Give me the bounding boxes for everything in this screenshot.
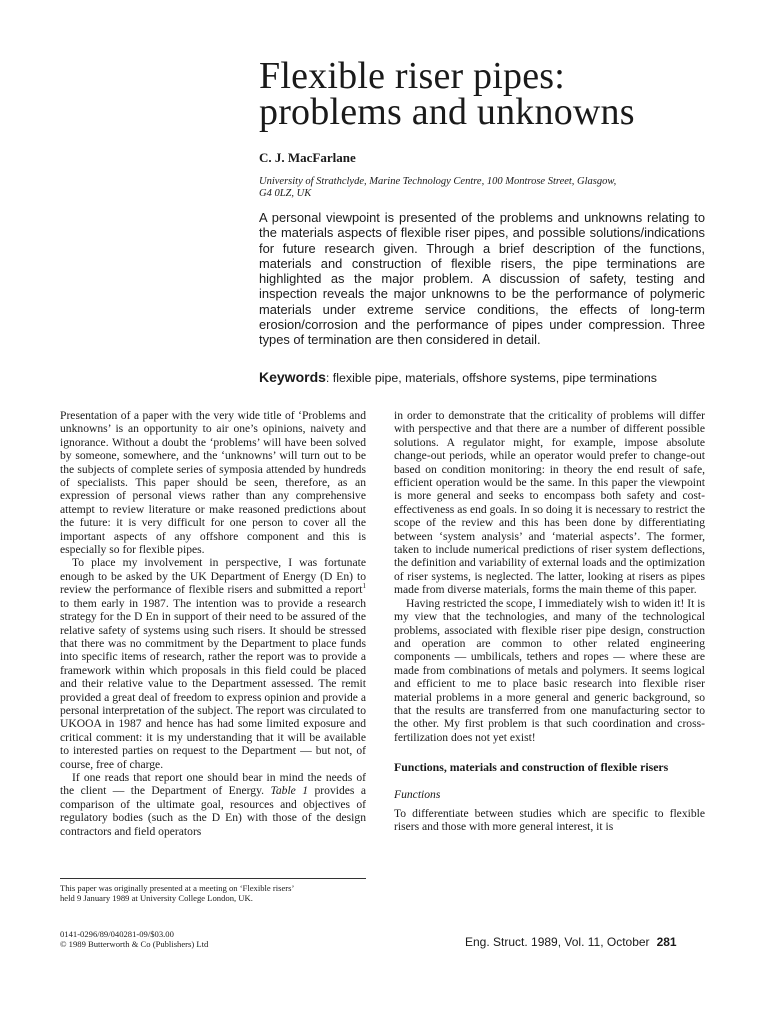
footnote-divider	[60, 878, 366, 879]
title-line-1: Flexible riser pipes:	[259, 55, 566, 97]
body-column-left	[60, 409, 366, 838]
body-paragraph	[60, 771, 366, 838]
publication-info	[60, 929, 208, 949]
paragraph-text: provides a comparison of the ultimate goal, resources and objectives of regulatory bodies (such as the D En) with those of the design contractors and field operators	[60, 784, 366, 838]
footnote-line-2: held 9 January 1989 at University College London, UK.	[60, 893, 253, 903]
author-affiliation	[259, 176, 709, 200]
subsection-heading: Functions	[394, 788, 441, 802]
keywords	[259, 369, 719, 385]
table-reference: Table 1	[270, 784, 309, 798]
paragraph-text: To place my involvement in perspective, I was fortunate enough to be asked by the UK Department of Energy (D En) to review the performance of flexible risers and submitted a report	[60, 556, 366, 597]
copyright-notice: © 1989 Butterworth & Co (Publishers) Ltd	[60, 939, 209, 949]
footnote	[60, 883, 370, 903]
paragraph-text: to them early in 1987. The intention was to provide a research strategy for the D En in support of their need to be assured of the relative safety of systems using such risers. It should be stressed that there was no commitment by the Department to place funds into specific items of research, rather the report was to provide a framework within which proposals in this field could be placed and their relative value to the Department assessed. The remit provided a great deal of freedom to express opinion and provide a personal interpretation of the subject. The report was circulated to UKOOA in 1987 and hence has had some limited exposure and critical comment: it is my understanding that it will be available to interested parties on request to the Department — but not, of course, free of charge.	[60, 596, 366, 771]
body-paragraph: in order to demonstrate that the criticality of problems will differ with perspective and that there are a number of different possible solutions. A regulator might, for example, impose absolute change-out periods, while an operator would prefer to change-out based on condition monitoring: in theory the end result of safe, efficient operation would be the same. In this paper the viewpoint is more general and seeks to encompass both safety and cost-effectiveness as end goals. In so doing it is necessary to restrict the scope of the review and this has been done by differentiating between ‘system analysis’ and ‘material aspects’. The former, taken to include numerical predictions of riser system deflections, the definition and variability of external loads and the optimization of riser systems, is neglected. The latter, looking at risers as pipes made from diverse materials, forms the main theme of this paper.	[394, 409, 705, 597]
paragraph-text: If one reads that report one should bear in mind the needs of the client — the Department of Energy.	[60, 770, 366, 798]
author-name: C. J. MacFarlane	[259, 150, 356, 165]
body-paragraph	[60, 556, 366, 771]
body-paragraph: Having restricted the scope, I immediately wish to widen it! It is my view that the technologies, and many of the technological problems, associated with flexible riser pipe design, construction and operation are common to other related engineering components — umbilicals, tethers and ropes — where these are made from combinations of metals and polymers. It seems logical and efficient to me to place basic research into flexible riser material problems in a more general and generic background, so that the results are transferred from one manufacturing sector to the other. My first problem is that such coordination and cross-fertilization does not yet exist!	[394, 596, 705, 744]
keywords-list: : flexible pipe, materials, offshore systems, pipe terminations	[325, 371, 657, 385]
affiliation-line-2: G4 0LZ, UK	[259, 188, 312, 199]
reference-marker: 1	[362, 582, 366, 591]
abstract: A personal viewpoint is presented of the problems and unknowns relating to the materials aspects of flexible riser pipes, and possible solutions/indications for future research given. Through a brief description of the functions, materials and construction of flexible risers, the pipe terminations are highlighted as the major problem. A discussion of safety, testing and inspection reveals the major unknowns to be the performance of polymeric materials under extreme service conditions, the effects of long-term erosion/corrosion and the performance of pipes under compression. Three types of termination are then considered in detail.	[259, 210, 705, 348]
affiliation-line-1: University of Strathclyde, Marine Technology Centre, 100 Montrose Street, Glasgow,	[259, 176, 617, 187]
body-paragraph: To differentiate between studies which are specific to flexible risers and those with more general interest, it is	[394, 806, 705, 833]
body-column-right	[394, 409, 705, 833]
article-title	[259, 55, 739, 133]
footnote-line-1: This paper was originally presented at a meeting on ‘Flexible risers’	[60, 883, 295, 893]
article-code: 0141-0296/89/040281-09/$03.00	[60, 929, 174, 939]
keywords-label: Keywords	[259, 369, 326, 385]
page-number: 281	[656, 935, 677, 949]
journal-citation: Eng. Struct. 1989, Vol. 11, October	[465, 935, 650, 949]
title-line-2: problems and unknowns	[259, 91, 635, 133]
journal-reference	[465, 935, 677, 949]
section-heading: Functions, materials and construction of flexible risers	[394, 760, 669, 775]
body-paragraph: Presentation of a paper with the very wide title of ‘Problems and unknowns’ is an opportunity to air one’s opinions, naivety and ignorance. Without a doubt the ‘problems’ will have been solved by someone, somewhere, and the ‘unknowns’ will turn out to be the subjects of complete series of symposia attended by hundreds of specialists. This paper should be seen, therefore, as an expression of personal views rather than any comprehensive attempt to review literature or make reasoned predictions about the future: it is very difficult for one person to cover all the important aspects of any offshore component and this is especially so for flexible pipes.	[60, 409, 366, 557]
